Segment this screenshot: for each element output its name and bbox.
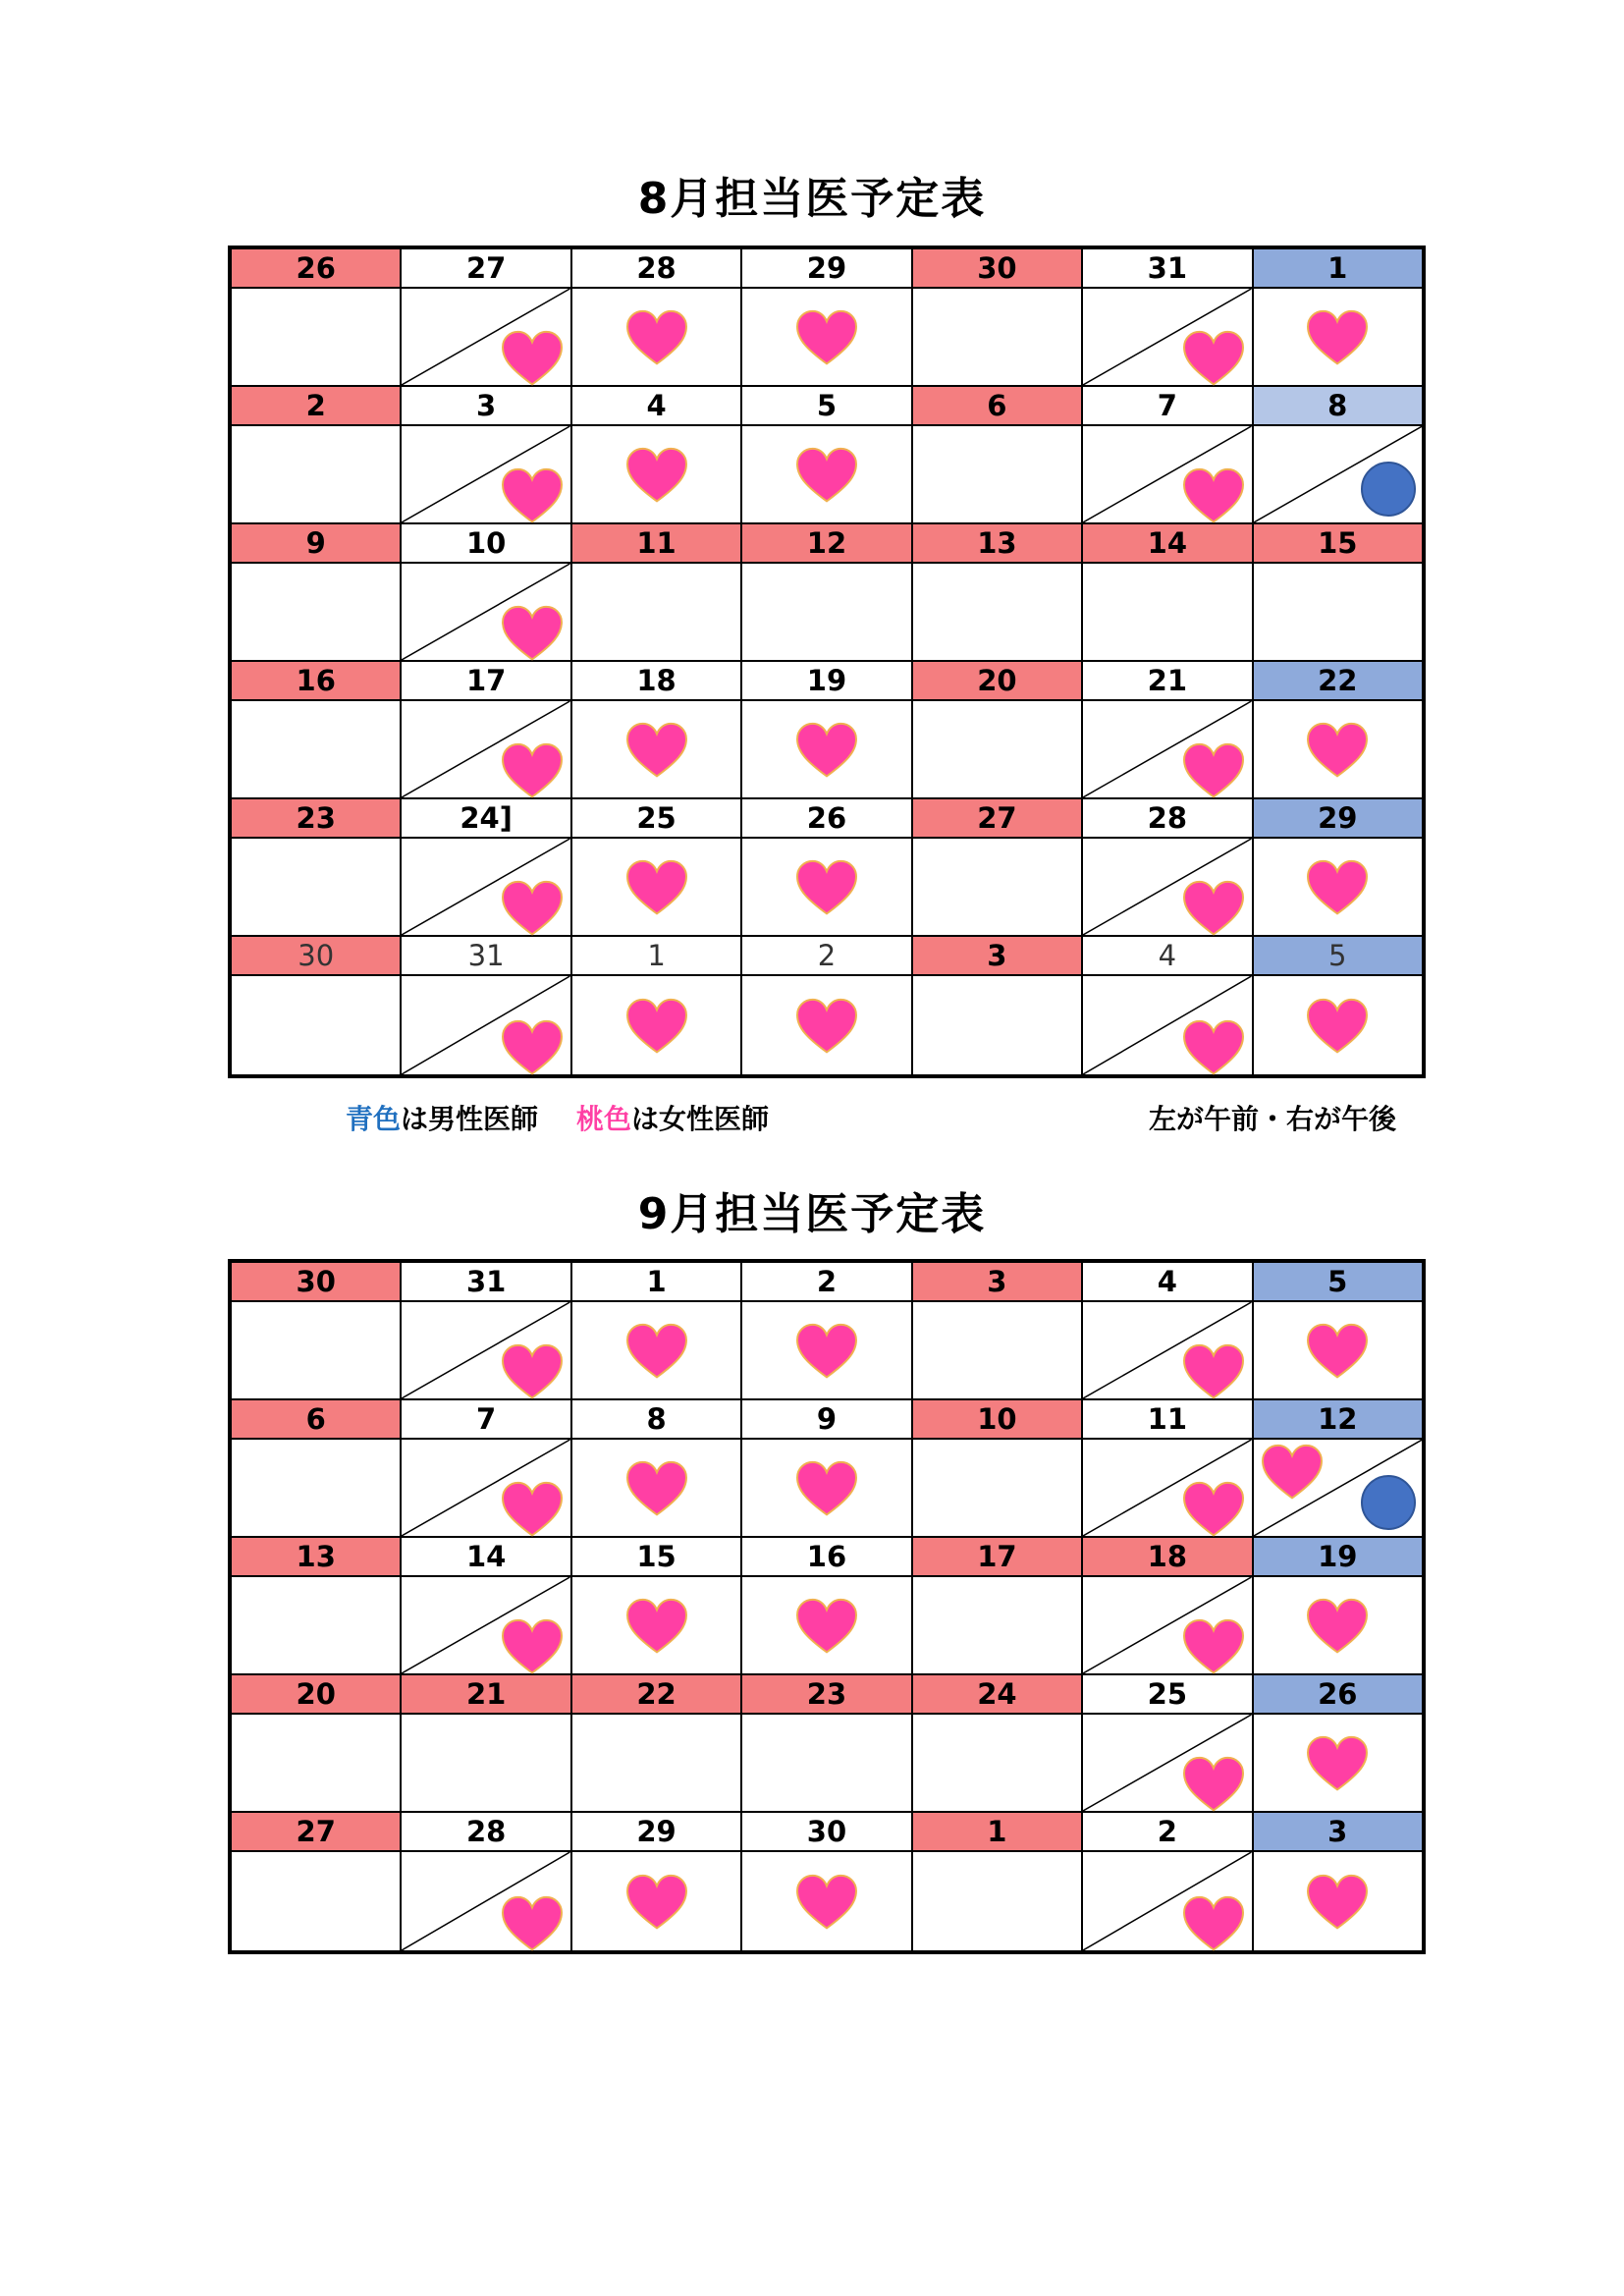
date-header: 27 [232,1813,402,1852]
september-calendar [228,1259,1426,1954]
schedule-cell [572,426,742,524]
male-doctor-circle-icon [1361,462,1416,517]
date-header: 23 [742,1675,912,1715]
schedule-row [232,976,1422,1074]
female-doctor-heart-icon [1181,740,1246,799]
calendar-week [232,524,1422,662]
female-doctor-heart-icon [1305,996,1370,1055]
calendar-week [232,249,1422,387]
schedule-cell [1254,289,1422,387]
date-header: 20 [232,1675,402,1715]
female-doctor-heart-icon [1260,1442,1325,1501]
schedule-row [232,289,1422,387]
date-header: 25 [572,799,742,839]
date-header: 23 [232,799,402,839]
schedule-cell [1254,1852,1422,1950]
date-header: 3 [402,387,571,426]
september-title: 9月担当医予定表 [637,1189,987,1239]
calendar-week [232,937,1422,1074]
female-doctor-heart-icon [1181,1893,1246,1952]
female-doctor-heart-icon [1181,1754,1246,1813]
date-row [232,1263,1422,1302]
date-header: 30 [232,1263,402,1302]
date-header: 28 [1083,799,1253,839]
date-header: 28 [402,1813,571,1852]
schedule-cell [1254,1440,1422,1538]
schedule-cell [232,839,402,937]
female-doctor-heart-icon [1181,465,1246,524]
female-doctor-heart-icon [500,878,565,937]
schedule-cell [1254,564,1422,662]
date-header: 28 [572,249,742,289]
calendar-week [232,1813,1422,1950]
date-header: 3 [1254,1813,1422,1852]
female-doctor-heart-icon [1305,307,1370,366]
date-header: 15 [1254,524,1422,564]
date-header: 24] [402,799,571,839]
schedule-cell [1083,976,1253,1074]
date-header: 2 [742,937,912,976]
date-header: 2 [232,387,402,426]
date-header: 15 [572,1538,742,1577]
date-header: 2 [742,1263,912,1302]
date-header: 13 [913,524,1083,564]
schedule-cell [402,564,571,662]
schedule-cell [402,426,571,524]
schedule-cell [402,1577,571,1675]
schedule-cell [572,1852,742,1950]
date-header: 26 [742,799,912,839]
date-header: 22 [572,1675,742,1715]
female-doctor-heart-icon [624,996,689,1055]
schedule-row [232,426,1422,524]
schedule-cell [232,1852,402,1950]
calendar-week [232,1400,1422,1538]
schedule-row [232,564,1422,662]
date-header: 3 [913,1263,1083,1302]
schedule-cell [1083,564,1253,662]
schedule-cell [572,289,742,387]
schedule-cell [402,976,571,1074]
date-header: 30 [913,249,1083,289]
schedule-cell [572,1440,742,1538]
schedule-cell [1083,426,1253,524]
male-doctor-circle-icon [1361,1475,1416,1530]
date-header: 13 [232,1538,402,1577]
female-doctor-heart-icon [624,307,689,366]
date-header: 2 [1083,1813,1253,1852]
schedule-row [232,701,1422,799]
schedule-row [232,1852,1422,1950]
date-header: 31 [402,1263,571,1302]
schedule-cell [402,1715,571,1813]
date-header: 11 [572,524,742,564]
date-header: 17 [402,662,571,701]
date-header: 5 [1254,937,1422,976]
schedule-cell [913,839,1083,937]
schedule-cell [1254,976,1422,1074]
date-header: 14 [1083,524,1253,564]
schedule-cell [742,564,912,662]
schedule-row [232,1577,1422,1675]
schedule-cell [1254,1715,1422,1813]
schedule-cell [742,1440,912,1538]
date-header: 8 [1254,387,1422,426]
schedule-cell [572,976,742,1074]
female-doctor-heart-icon [624,1321,689,1380]
date-header: 6 [913,387,1083,426]
female-doctor-heart-icon [500,603,565,662]
schedule-cell [232,701,402,799]
date-header: 24 [913,1675,1083,1715]
date-header: 4 [1083,1263,1253,1302]
date-header: 7 [402,1400,571,1440]
female-doctor-heart-icon [794,996,859,1055]
date-header: 21 [1083,662,1253,701]
schedule-cell [1083,1440,1253,1538]
female-doctor-heart-icon [794,1321,859,1380]
date-header: 31 [1083,249,1253,289]
schedule-cell [402,701,571,799]
date-header: 31 [402,937,571,976]
schedule-cell [402,1440,571,1538]
schedule-cell [402,1302,571,1400]
female-doctor-heart-icon [500,465,565,524]
date-header: 14 [402,1538,571,1577]
schedule-row [232,839,1422,937]
female-doctor-heart-icon [1181,1017,1246,1076]
date-header: 21 [402,1675,571,1715]
schedule-cell [913,1440,1083,1538]
schedule-cell [913,289,1083,387]
date-header: 12 [1254,1400,1422,1440]
schedule-cell [402,839,571,937]
female-doctor-heart-icon [1181,878,1246,937]
female-doctor-heart-icon [1305,1596,1370,1655]
date-header: 8 [572,1400,742,1440]
schedule-cell [742,1715,912,1813]
date-header: 26 [232,249,402,289]
female-doctor-heart-icon [500,1616,565,1675]
female-doctor-heart-icon [1181,328,1246,387]
female-doctor-heart-icon [794,445,859,504]
schedule-cell [572,839,742,937]
date-header: 3 [913,937,1083,976]
date-header: 30 [742,1813,912,1852]
schedule-cell [913,426,1083,524]
calendar-week [232,387,1422,524]
schedule-cell [572,1715,742,1813]
schedule-cell [1083,289,1253,387]
schedule-cell [913,1577,1083,1675]
date-row [232,1400,1422,1440]
date-header: 25 [1083,1675,1253,1715]
date-row [232,1675,1422,1715]
schedule-cell [232,1440,402,1538]
schedule-cell [742,976,912,1074]
date-header: 4 [572,387,742,426]
female-doctor-heart-icon [794,1872,859,1931]
date-header: 19 [742,662,912,701]
female-doctor-heart-icon [624,1872,689,1931]
schedule-cell [913,1852,1083,1950]
schedule-cell [742,839,912,937]
date-row [232,1813,1422,1852]
schedule-cell [1083,701,1253,799]
schedule-row [232,1440,1422,1538]
calendar-week [232,799,1422,937]
schedule-cell [1254,1302,1422,1400]
schedule-cell [232,564,402,662]
female-doctor-heart-icon [1305,1733,1370,1792]
legend-blue-rest: は男性医師 [401,1103,539,1135]
schedule-cell [572,1302,742,1400]
schedule-cell [742,1577,912,1675]
female-doctor-heart-icon [1181,1341,1246,1400]
female-doctor-heart-icon [1305,857,1370,916]
date-row [232,799,1422,839]
date-header: 11 [1083,1400,1253,1440]
date-header: 9 [742,1400,912,1440]
august-title: 8月担当医予定表 [637,174,987,224]
date-header: 5 [742,387,912,426]
schedule-cell [232,426,402,524]
date-header: 5 [1254,1263,1422,1302]
date-header: 6 [232,1400,402,1440]
date-row [232,1538,1422,1577]
female-doctor-heart-icon [624,1458,689,1517]
date-row [232,524,1422,564]
female-doctor-heart-icon [624,445,689,504]
date-header: 12 [742,524,912,564]
schedule-row [232,1302,1422,1400]
schedule-cell [913,701,1083,799]
date-header: 7 [1083,387,1253,426]
date-header: 22 [1254,662,1422,701]
schedule-cell [232,1715,402,1813]
date-header: 1 [913,1813,1083,1852]
date-row [232,387,1422,426]
date-header: 1 [1254,249,1422,289]
calendar-week [232,1675,1422,1813]
female-doctor-heart-icon [794,307,859,366]
female-doctor-heart-icon [794,1596,859,1655]
legend-pink-word: 桃色 [576,1103,632,1135]
calendar-week [232,1263,1422,1400]
female-doctor-heart-icon [500,328,565,387]
calendar-week [232,662,1422,799]
schedule-cell [1083,839,1253,937]
august-calendar [228,246,1426,1078]
legend-blue-word: 青色 [346,1103,402,1135]
female-doctor-heart-icon [500,1017,565,1076]
schedule-cell [742,1852,912,1950]
female-doctor-heart-icon [1305,720,1370,779]
schedule-cell [742,289,912,387]
schedule-cell [1083,1715,1253,1813]
female-doctor-heart-icon [624,1596,689,1655]
date-row [232,249,1422,289]
date-header: 16 [742,1538,912,1577]
date-header: 29 [572,1813,742,1852]
schedule-cell [742,426,912,524]
legend-doctor-colors [346,1098,769,1137]
schedule-cell [572,701,742,799]
schedule-cell [232,289,402,387]
schedule-cell [1083,1302,1253,1400]
date-header: 27 [402,249,571,289]
schedule-cell [742,1302,912,1400]
schedule-cell [232,1302,402,1400]
date-header: 18 [572,662,742,701]
female-doctor-heart-icon [1305,1872,1370,1931]
date-header: 10 [402,524,571,564]
schedule-cell [913,976,1083,1074]
date-header: 16 [232,662,402,701]
schedule-cell [232,1577,402,1675]
date-header: 29 [1254,799,1422,839]
date-row [232,662,1422,701]
date-header: 10 [913,1400,1083,1440]
schedule-cell [1254,839,1422,937]
legend-pink-rest: は女性医師 [631,1103,770,1135]
date-header: 30 [232,937,402,976]
female-doctor-heart-icon [794,857,859,916]
female-doctor-heart-icon [1181,1479,1246,1538]
schedule-row [232,1715,1422,1813]
female-doctor-heart-icon [500,1479,565,1538]
date-header: 29 [742,249,912,289]
schedule-cell [913,1715,1083,1813]
schedule-cell [232,976,402,1074]
schedule-cell [1083,1852,1253,1950]
schedule-cell [402,1852,571,1950]
female-doctor-heart-icon [624,857,689,916]
schedule-cell [1083,1577,1253,1675]
schedule-cell [572,1577,742,1675]
date-row [232,937,1422,976]
schedule-cell [402,289,571,387]
schedule-cell [742,701,912,799]
schedule-cell [1254,426,1422,524]
schedule-cell [572,564,742,662]
date-header: 9 [232,524,402,564]
female-doctor-heart-icon [794,1458,859,1517]
schedule-cell [913,1302,1083,1400]
date-header: 27 [913,799,1083,839]
female-doctor-heart-icon [1305,1321,1370,1380]
female-doctor-heart-icon [624,720,689,779]
legend-am-pm-note: 左が午前・右が午後 [1149,1103,1397,1135]
female-doctor-heart-icon [500,1341,565,1400]
female-doctor-heart-icon [500,740,565,799]
date-header: 19 [1254,1538,1422,1577]
schedule-cell [913,564,1083,662]
female-doctor-heart-icon [1181,1616,1246,1675]
schedule-cell [1254,701,1422,799]
female-doctor-heart-icon [500,1893,565,1952]
schedule-cell [1254,1577,1422,1675]
date-header: 26 [1254,1675,1422,1715]
date-header: 1 [572,937,742,976]
date-header: 20 [913,662,1083,701]
date-header: 1 [572,1263,742,1302]
date-header: 17 [913,1538,1083,1577]
date-header: 4 [1083,937,1253,976]
date-header: 18 [1083,1538,1253,1577]
female-doctor-heart-icon [794,720,859,779]
calendar-week [232,1538,1422,1675]
